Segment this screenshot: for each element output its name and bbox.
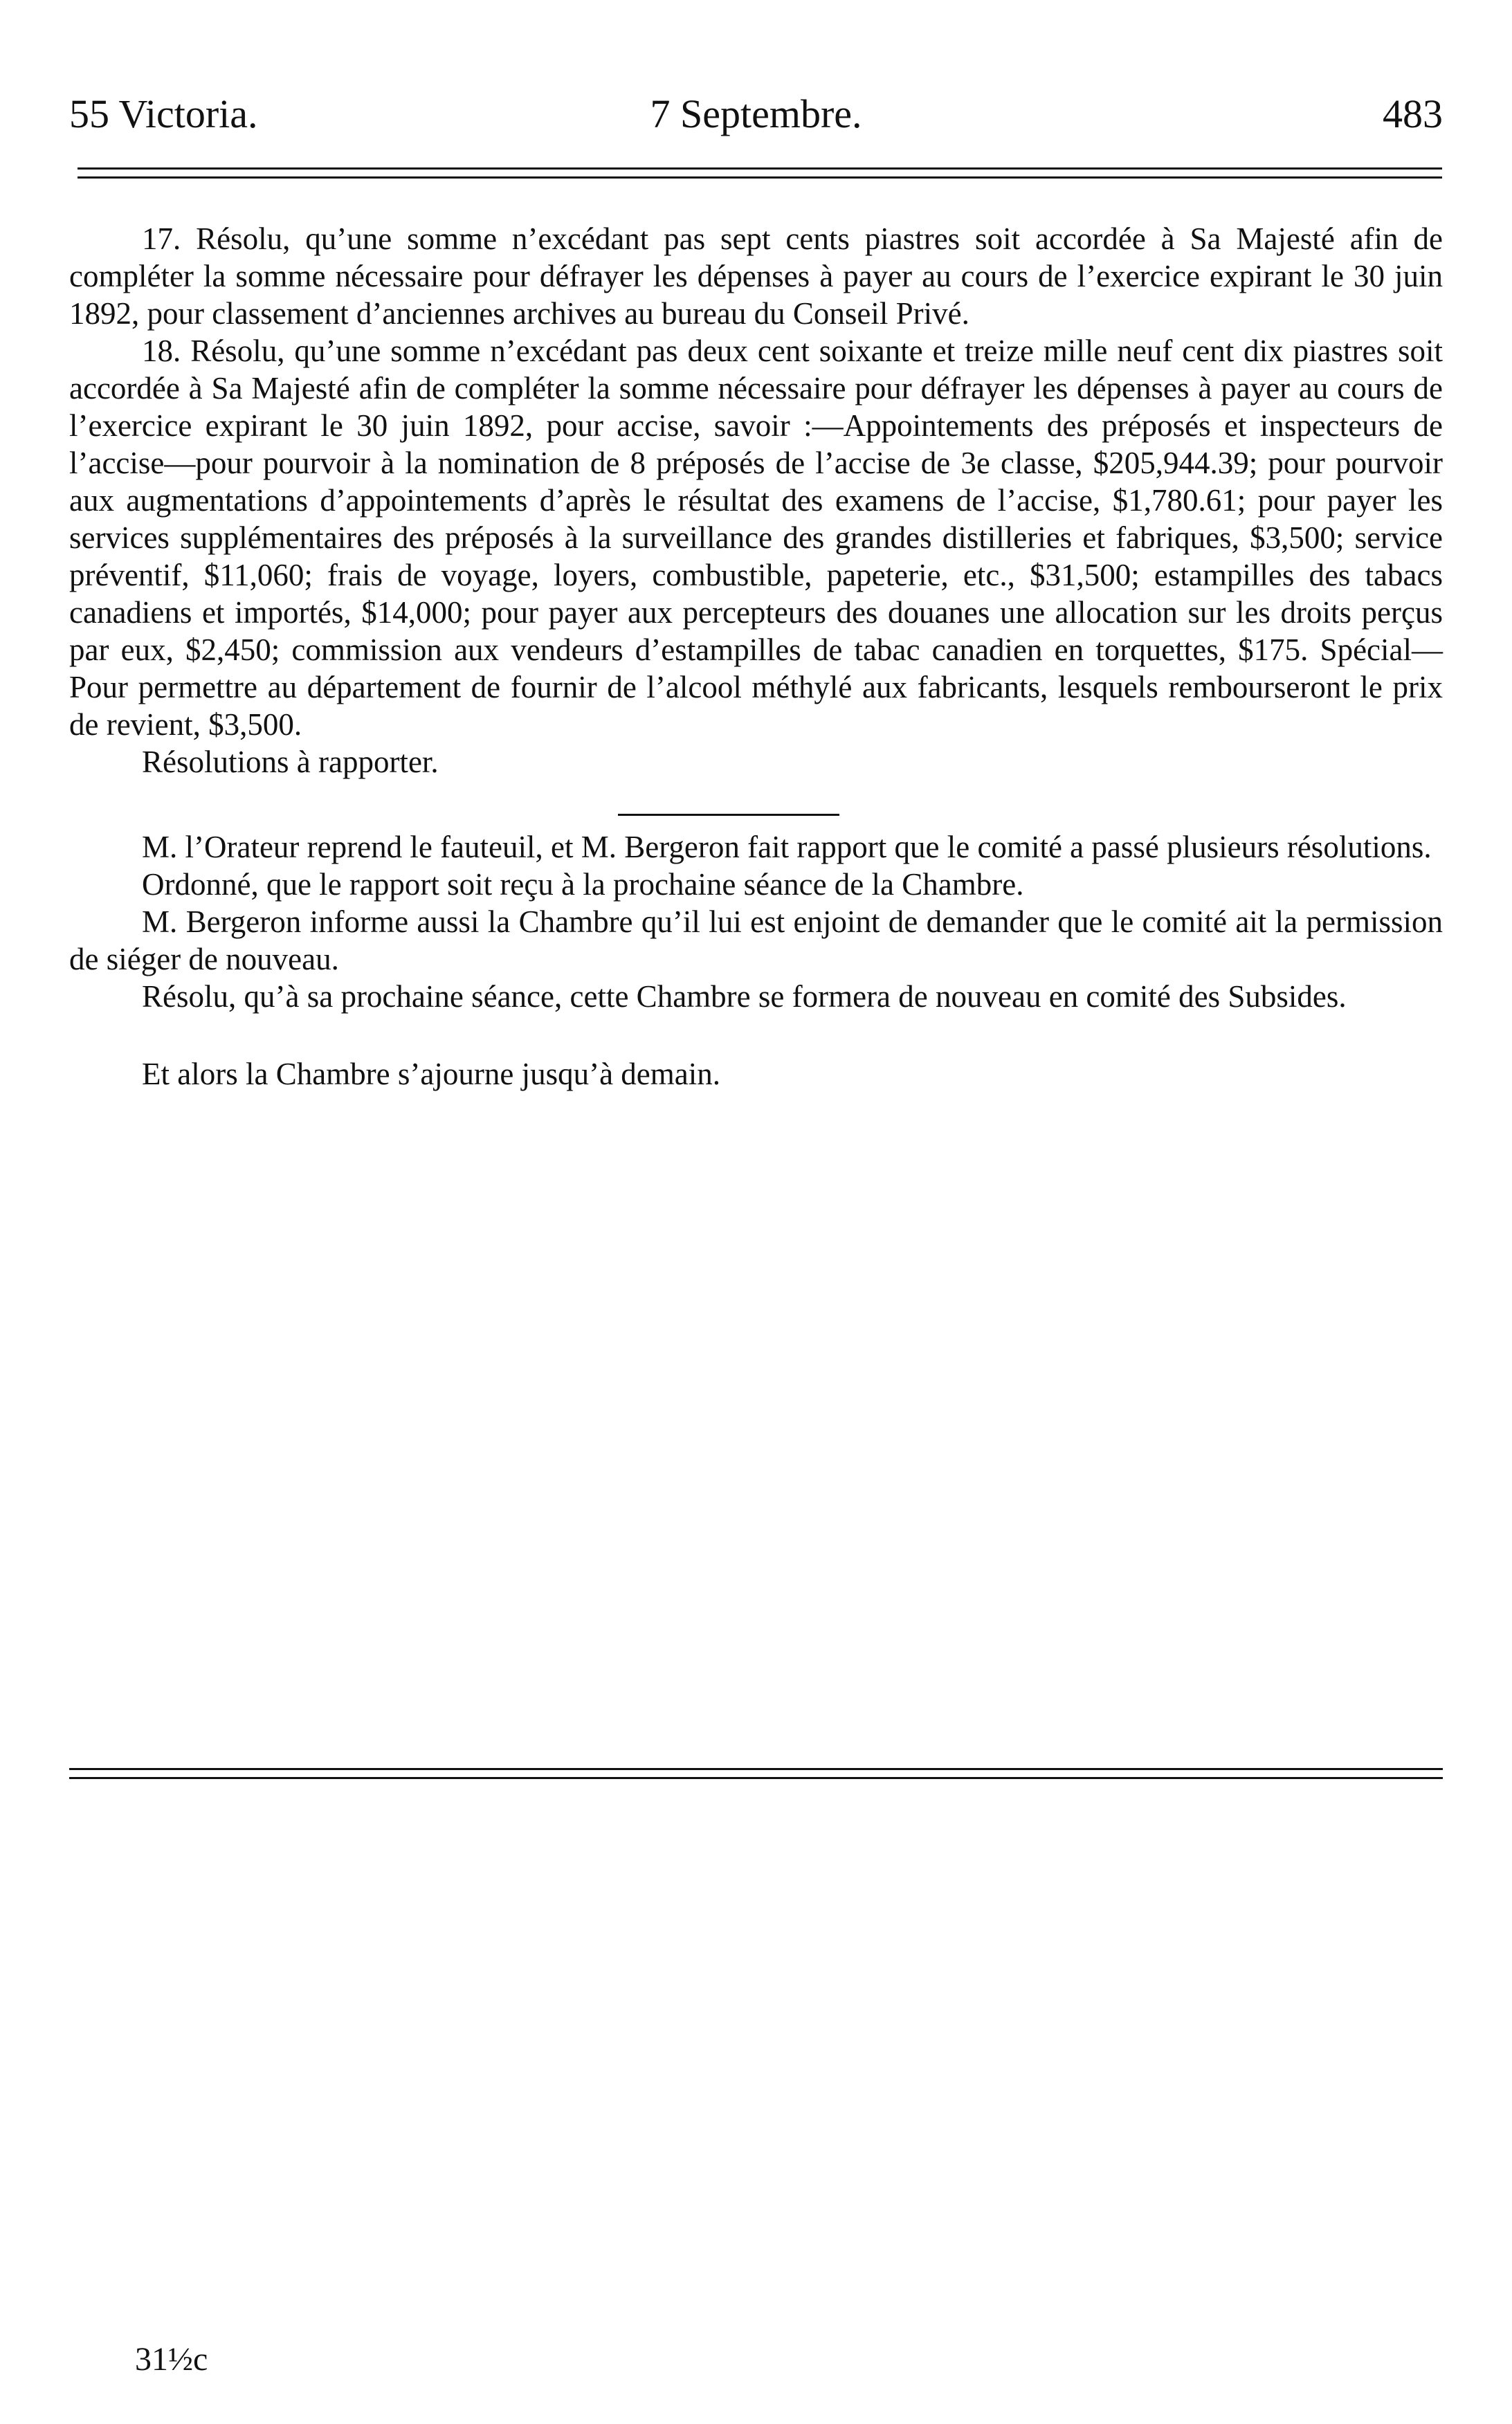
adjournment: Et alors la Chambre s’ajourne jusqu’à demain. bbox=[142, 1057, 720, 1091]
page-body bbox=[69, 220, 1443, 1093]
resolution-18: 18. Résolu, qu’une somme n’excédant pas deux cent soixante et treize mille neuf cent dix piastres soit accordée à Sa Majesté afin de compléter la somme nécessaire pour défrayer les dépenses à payer au cours de l’exercice expirant le 30 juin 1892, pour accise, savoir :—Appointements des préposés et inspecteurs de l’accise—pour pourvoir à la nomination de 8 préposés de l’accise de 3e classe, $205,944.39; pour pourvoir aux augmentations d’appointements d’après le résultat des examens de l’accise, $1,780.61; pour payer les services supplémentaires des préposés à la surveillance des grandes distilleries et fabriques, $3,500; service préventif, $11,060; frais de voyage, loyers, combustible, papeterie, etc., $31,500; estampilles des tabacs canadiens et importés, $14,000; pour payer aux percepteurs des douanes une allocation sur les droits perçus par eux, $2,450; commission aux vendeurs d’estampilles de tabac canadien en torquettes, $175. Spécial—Pour permettre au département de fournir de l’alcool méthylé aux fabricants, lesquels rembourseront le prix de revient, $3,500. bbox=[69, 334, 1443, 742]
section-divider bbox=[618, 814, 839, 816]
resolutions-to-report: Résolutions à rapporter. bbox=[142, 745, 439, 779]
resolved-committee: Résolu, qu’à sa prochaine séance, cette Chambre se formera de nouveau en comité des Subsides. bbox=[142, 979, 1347, 1014]
header-regnal-year: 55 Victoria. bbox=[69, 91, 258, 136]
resolution-17: 17. Résolu, qu’une somme n’excédant pas sept cents piastres soit accordée à Sa Majesté afin de compléter la somme nécessaire pour défrayer les dépenses à payer au cours de l’exercice expirant le 30 juin 1892, pour classement d’anciennes archives au bureau du Conseil Privé. bbox=[69, 221, 1443, 331]
page-number: 483 bbox=[1383, 91, 1443, 136]
footer-double-rule bbox=[69, 1768, 1443, 1779]
header-double-rule bbox=[78, 167, 1442, 179]
signature-mark: 31½c bbox=[135, 2341, 208, 2378]
page-header bbox=[69, 83, 1443, 145]
speaker-resumes-chair: M. l’Orateur reprend le fauteuil, et M. Bergeron fait rapport que le comité a passé plusieurs résolutions. bbox=[142, 830, 1432, 864]
ordered-report: Ordonné, que le rapport soit reçu à la prochaine séance de la Chambre. bbox=[142, 867, 1024, 902]
header-date: 7 Septembre. bbox=[650, 91, 862, 136]
bergeron-request: M. Bergeron informe aussi la Chambre qu’il lui est enjoint de demander que le comité ait la permission de siéger de nouveau. bbox=[69, 904, 1443, 976]
